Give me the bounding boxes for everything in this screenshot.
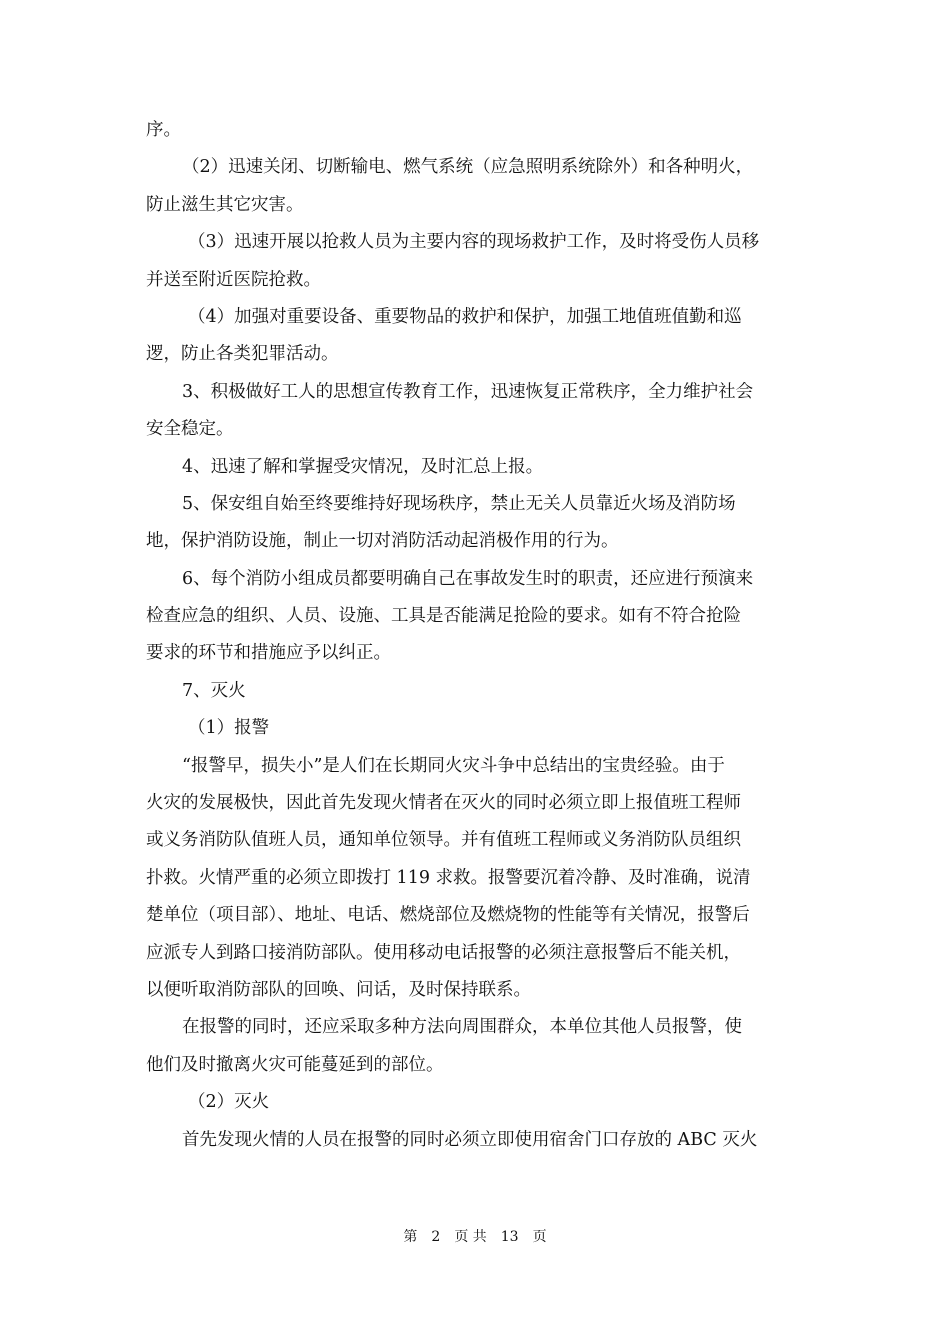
text-line: “报警早，损失小”是人们在长期同火灾斗争中总结出的宝贵经验。由于 xyxy=(182,755,725,776)
text-line: 他们及时撤离火灾可能蔓延到的部位。 xyxy=(146,1054,444,1075)
footer-label-ye-gong: 页 共 xyxy=(454,1229,487,1245)
subsection-heading: （2）灭火 xyxy=(188,1092,270,1113)
text-line: 检查应急的组织、人员、设施、工具是否能满足抢险的要求。如有不符合抢险 xyxy=(146,606,741,627)
footer-label-ye: 页 xyxy=(532,1229,547,1245)
document-body xyxy=(146,112,810,1159)
text-line: 或义务消防队值班人员，通知单位领导。并有值班工程师或义务消防队员组织 xyxy=(146,830,741,851)
text-line: 序。 xyxy=(146,120,181,140)
text-line: 4、迅速了解和掌握受灾情况，及时汇总上报。 xyxy=(182,456,544,477)
page-footer xyxy=(0,1226,950,1246)
footer-page-number: 2 xyxy=(431,1229,441,1245)
footer-total-pages: 13 xyxy=(500,1229,519,1245)
text-line: 要求的环节和措施应予以纠正。 xyxy=(146,643,391,664)
text-line: 在报警的同时，还应采取多种方法向周围群众，本单位其他人员报警，使 xyxy=(182,1017,742,1038)
text-line: 安全稳定。 xyxy=(146,419,234,440)
text-line: （4）加强对重要设备、重要物品的救护和保护，加强工地值班值勤和巡 xyxy=(188,306,742,327)
text-line: 逻，防止各类犯罪活动。 xyxy=(146,344,339,365)
text-line: 应派专人到路口接消防部队。使用移动电话报警的必须注意报警后不能关机， xyxy=(146,942,741,963)
text-line: 地，保护消防设施，制止一切对消防活动起消极作用的行为。 xyxy=(146,531,619,552)
text-line: 首先发现火情的人员在报警的同时必须立即使用宿舍门口存放的 ABC 灭火 xyxy=(182,1129,758,1150)
section-heading: 7、灭火 xyxy=(182,680,246,701)
text-line: 并送至附近医院抢救。 xyxy=(146,269,321,290)
text-line: 3、积极做好工人的思想宣传教育工作，迅速恢复正常秩序，全力维护社会 xyxy=(182,381,754,402)
subsection-heading: （1）报警 xyxy=(188,718,270,739)
footer-label-di: 第 xyxy=(403,1229,418,1245)
text-line: （2）迅速关闭、切断输电、燃气系统（应急照明系统除外）和各种明火， xyxy=(182,157,754,178)
text-line: 6、每个消防小组成员都要明确自己在事故发生时的职责，还应进行预演来 xyxy=(182,568,754,589)
text-line: 5、保安组自始至终要维持好现场秩序，禁止无关人员靠近火场及消防场 xyxy=(182,493,736,514)
text-line: 以便听取消防部队的回唤、问话，及时保持联系。 xyxy=(146,979,531,1000)
text-line: 防止滋生其它灾害。 xyxy=(146,194,304,215)
text-line: 扑救。火情严重的必须立即拨打 119 求救。报警要沉着冷静、及时准确，说清 xyxy=(146,867,751,888)
text-line: 火灾的发展极快，因此首先发现火情者在灭火的同时必须立即上报值班工程师 xyxy=(146,793,741,814)
text-line: （3）迅速开展以抢救人员为主要内容的现场救护工作，及时将受伤人员移 xyxy=(188,232,760,253)
text-line: 楚单位（项目部）、地址、电话、燃烧部位及燃烧物的性能等有关情况，报警后 xyxy=(146,905,750,926)
